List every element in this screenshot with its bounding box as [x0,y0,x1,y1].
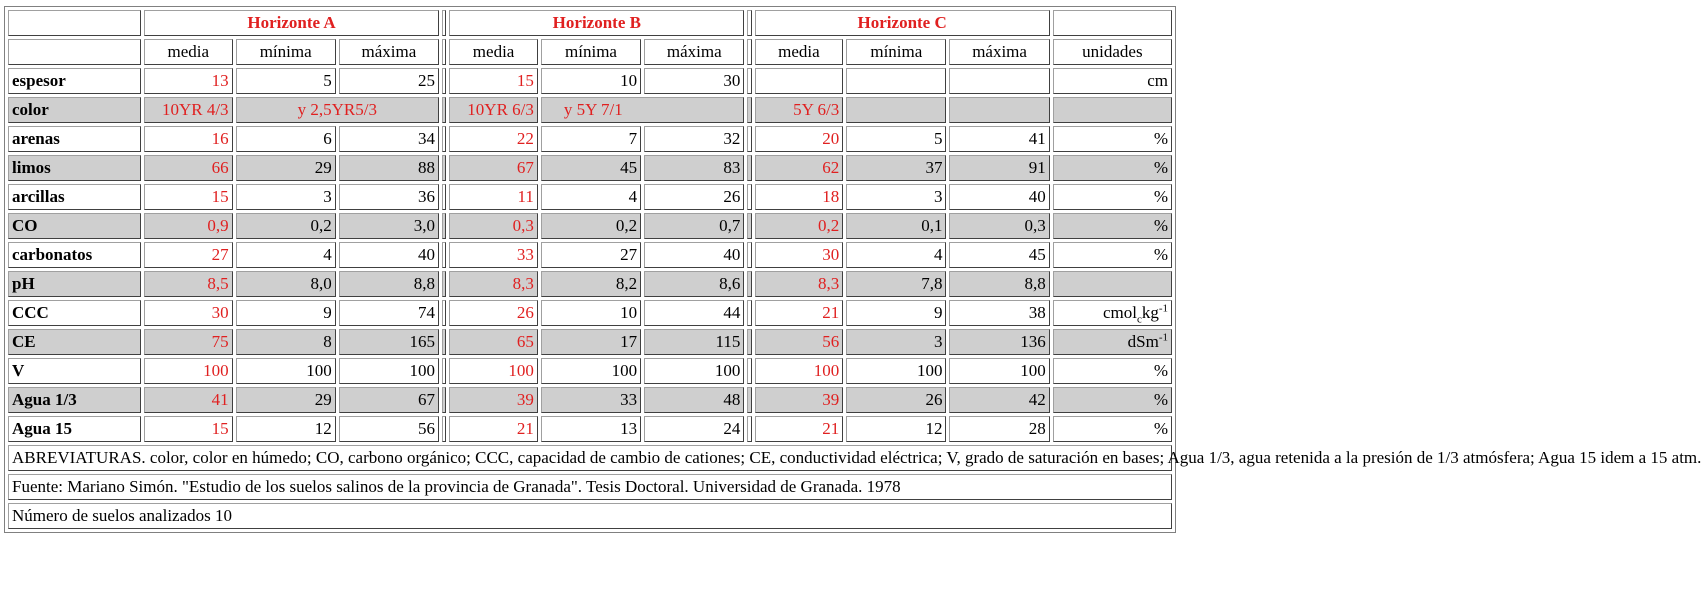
unit-text: cmol [1102,303,1137,322]
table-row [8,184,1172,210]
spacer-cell [747,416,751,442]
value-cell: 0,2 [236,213,336,239]
spacer-cell [442,329,446,355]
spacer-cell [747,39,751,65]
value-cell: 36 [339,184,439,210]
value-cell: 65 [449,329,538,355]
table-row [8,126,1172,152]
unit-cell: % [1053,184,1172,210]
spacer-cell [747,184,751,210]
spacer-cell [747,126,751,152]
value-cell: 83 [644,155,744,181]
spacer-cell [747,329,751,355]
header-maxima: máxima [949,39,1049,65]
value-cell: 75 [144,329,233,355]
value-cell: 100 [144,358,233,384]
value-cell: 100 [541,358,641,384]
unit-cell: % [1053,126,1172,152]
value-cell: 45 [949,242,1049,268]
header-media: media [449,39,538,65]
value-cell: 48 [644,387,744,413]
unit-cell [1053,300,1172,326]
value-cell: 9 [236,300,336,326]
value-cell: y 5Y 7/1 [541,97,744,123]
table-row [8,68,1172,94]
value-cell: 5 [846,126,946,152]
value-cell: 100 [846,358,946,384]
source-note: Fuente: Mariano Simón. "Estudio de los suelos salinos de la provincia de Granada". Tesis Doctoral. Universidad de Granada. 1978 [8,474,1172,500]
value-cell: 100 [339,358,439,384]
value-cell [846,97,946,123]
value-cell: 27 [541,242,641,268]
value-cell: y 2,5YR5/3 [236,97,439,123]
spacer-cell [442,10,446,36]
unit-subscript: c [1136,313,1142,326]
value-cell [949,68,1049,94]
value-cell: 66 [144,155,233,181]
value-cell: 9 [846,300,946,326]
value-cell: 3 [236,184,336,210]
unit-superscript: -1 [1158,302,1168,315]
value-cell: 29 [236,155,336,181]
value-cell: 27 [144,242,233,268]
value-cell: 100 [644,358,744,384]
value-cell: 10 [541,300,641,326]
value-cell: 33 [449,242,538,268]
spacer-cell [442,387,446,413]
value-cell: 18 [755,184,844,210]
value-cell: 5 [236,68,336,94]
unit-cell [1053,97,1172,123]
value-cell: 26 [846,387,946,413]
value-cell: 26 [644,184,744,210]
row-label: pH [8,271,141,297]
value-cell: 8,6 [644,271,744,297]
table-row [8,271,1172,297]
value-cell: 37 [846,155,946,181]
value-cell: 10 [541,68,641,94]
value-cell: 5Y 6/3 [755,97,844,123]
unit-cell: % [1053,242,1172,268]
value-cell: 3 [846,329,946,355]
value-cell: 33 [541,387,641,413]
value-cell: 91 [949,155,1049,181]
value-cell: 40 [949,184,1049,210]
spacer-cell [442,126,446,152]
value-cell: 12 [236,416,336,442]
value-cell: 38 [949,300,1049,326]
value-cell: 13 [144,68,233,94]
table-row [8,97,1172,123]
spacer-cell [747,387,751,413]
horizon-header-row [8,10,1172,36]
value-cell: 62 [755,155,844,181]
value-cell: 30 [144,300,233,326]
row-label: CE [8,329,141,355]
value-cell: 4 [846,242,946,268]
value-cell: 88 [339,155,439,181]
value-cell: 100 [449,358,538,384]
spacer-cell [442,97,446,123]
header-maxima: máxima [339,39,439,65]
value-cell [949,97,1049,123]
value-cell: 15 [144,416,233,442]
header-maxima: máxima [644,39,744,65]
value-cell: 39 [755,387,844,413]
row-label: Agua 15 [8,416,141,442]
stat-header-row [8,39,1172,65]
value-cell: 7 [541,126,641,152]
table-row [8,387,1172,413]
table-row [8,416,1172,442]
value-cell: 6 [236,126,336,152]
spacer-cell [442,184,446,210]
spacer-cell [747,242,751,268]
value-cell: 8,0 [236,271,336,297]
sample-count-note: Número de suelos analizados 10 [8,503,1172,529]
row-label: arcillas [8,184,141,210]
value-cell: 34 [339,126,439,152]
unit-cell: % [1053,387,1172,413]
value-cell: 15 [144,184,233,210]
value-cell: 0,7 [644,213,744,239]
value-cell: 8,2 [541,271,641,297]
value-cell: 10YR 6/3 [449,97,538,123]
row-label: arenas [8,126,141,152]
unit-cell: % [1053,213,1172,239]
value-cell: 0,3 [449,213,538,239]
soil-properties-table [4,6,1701,533]
corner-cell [8,10,141,36]
header-media: media [755,39,844,65]
value-cell: 15 [449,68,538,94]
unit-cell: % [1053,358,1172,384]
row-label: limos [8,155,141,181]
value-cell: 4 [541,184,641,210]
horizon-a-header: Horizonte A [144,10,439,36]
unit-superscript: -1 [1158,331,1168,344]
abbreviations-note-row [8,445,1172,471]
table-row [8,242,1172,268]
spacer-cell [747,300,751,326]
row-label: V [8,358,141,384]
spacer-cell [442,155,446,181]
spacer-cell [747,358,751,384]
spacer-cell [442,68,446,94]
value-cell: 165 [339,329,439,355]
value-cell: 8,3 [449,271,538,297]
corner-cell [8,39,141,65]
value-cell: 100 [236,358,336,384]
value-cell: 7,8 [846,271,946,297]
value-cell: 30 [644,68,744,94]
value-cell: 0,9 [144,213,233,239]
table-row [8,329,1172,355]
source-note-row [8,474,1172,500]
value-cell: 4 [236,242,336,268]
spacer-cell [747,271,751,297]
table-row [8,300,1172,326]
value-cell: 41 [144,387,233,413]
value-cell: 42 [949,387,1049,413]
value-cell: 136 [949,329,1049,355]
value-cell: 8,8 [339,271,439,297]
value-cell: 3,0 [339,213,439,239]
header-minima: mínima [541,39,641,65]
row-label: CO [8,213,141,239]
value-cell: 32 [644,126,744,152]
unit-cell: % [1053,155,1172,181]
value-cell: 17 [541,329,641,355]
value-cell [846,68,946,94]
value-cell: 41 [949,126,1049,152]
value-cell: 8,8 [949,271,1049,297]
row-label: CCC [8,300,141,326]
value-cell: 25 [339,68,439,94]
unit-cell [1053,271,1172,297]
value-cell: 67 [449,155,538,181]
value-cell: 22 [449,126,538,152]
horizon-b-header: Horizonte B [449,10,744,36]
value-cell: 8,5 [144,271,233,297]
horizon-c-header: Horizonte C [755,10,1050,36]
spacer-cell [442,271,446,297]
row-label: carbonatos [8,242,141,268]
table-row [8,358,1172,384]
value-cell: 21 [449,416,538,442]
spacer-cell [747,97,751,123]
value-cell: 21 [755,416,844,442]
header-minima: mínima [846,39,946,65]
value-cell: 10YR 4/3 [144,97,233,123]
value-cell: 26 [449,300,538,326]
spacer-cell [442,358,446,384]
value-cell: 3 [846,184,946,210]
value-cell: 0,2 [541,213,641,239]
value-cell: 20 [755,126,844,152]
spacer-cell [442,300,446,326]
value-cell: 8 [236,329,336,355]
value-cell: 13 [541,416,641,442]
spacer-cell [747,10,751,36]
value-cell: 0,1 [846,213,946,239]
value-cell: 24 [644,416,744,442]
unit-cell: % [1053,416,1172,442]
spacer-cell [442,242,446,268]
spacer-cell [747,213,751,239]
value-cell: 56 [755,329,844,355]
value-cell: 21 [755,300,844,326]
value-cell: 28 [949,416,1049,442]
table-row [8,213,1172,239]
unit-cell [1053,329,1172,355]
value-cell: 115 [644,329,744,355]
value-cell: 0,2 [755,213,844,239]
value-cell: 74 [339,300,439,326]
value-cell: 67 [339,387,439,413]
value-cell: 8,3 [755,271,844,297]
unit-cell: cm [1053,68,1172,94]
value-cell: 40 [644,242,744,268]
header-unidades: unidades [1053,39,1172,65]
unit-text: kg [1141,303,1159,322]
row-label: Agua 1/3 [8,387,141,413]
value-cell: 16 [144,126,233,152]
sample-count-note-row [8,503,1172,529]
row-label: espesor [8,68,141,94]
value-cell: 30 [755,242,844,268]
value-cell: 11 [449,184,538,210]
value-cell: 29 [236,387,336,413]
abbreviations-note: ABREVIATURAS. color, color en húmedo; CO, carbono orgánico; CCC, capacidad de cambio de cationes; CE, conductividad eléctrica; V, grado de saturación en bases; Agua 1/3, agua retenida a la presión de 1/3 atmósfera; Agua 15 idem a 15 atm. [8,445,1172,471]
spacer-cell [747,68,751,94]
value-cell: 12 [846,416,946,442]
value-cell: 100 [949,358,1049,384]
unit-text: dSm [1127,332,1159,351]
units-empty-cell [1053,10,1172,36]
value-cell: 100 [755,358,844,384]
value-cell: 39 [449,387,538,413]
header-media: media [144,39,233,65]
header-minima: mínima [236,39,336,65]
value-cell: 56 [339,416,439,442]
value-cell: 40 [339,242,439,268]
value-cell: 44 [644,300,744,326]
spacer-cell [442,39,446,65]
spacer-cell [747,155,751,181]
spacer-cell [442,213,446,239]
table-row [8,155,1172,181]
value-cell: 0,3 [949,213,1049,239]
row-label: color [8,97,141,123]
value-cell: 45 [541,155,641,181]
spacer-cell [442,416,446,442]
value-cell [755,68,844,94]
